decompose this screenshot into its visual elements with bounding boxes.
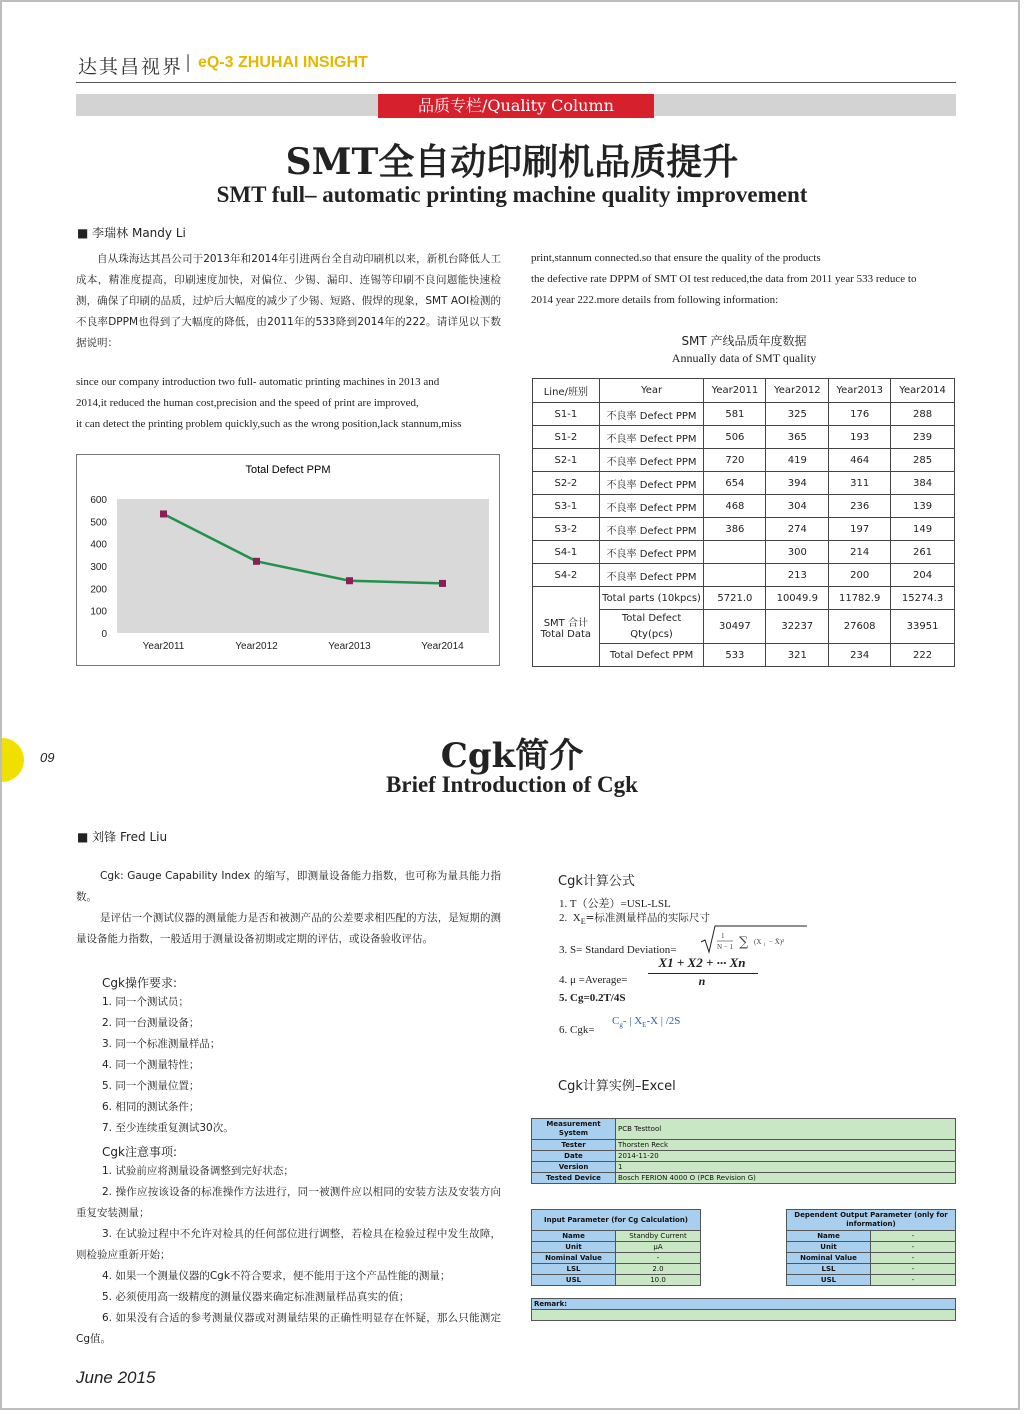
table-row xyxy=(533,426,955,449)
excel-section-title: Dependent Output Parameter (only for information) xyxy=(787,1210,956,1231)
cell-metric: 不良率 Defect PPM xyxy=(599,449,704,472)
y-tick-label: 500 xyxy=(90,517,107,529)
data-point xyxy=(439,580,446,587)
article1-title-cn: SMT全自动印刷机品质提升 xyxy=(285,141,739,183)
y-tick-label: 600 xyxy=(90,495,107,506)
table-header-row xyxy=(533,379,955,403)
cell-value: 311 xyxy=(829,472,891,495)
column-tag: 品质专栏/Quality Column xyxy=(378,94,654,118)
smt-quality-table xyxy=(532,378,955,667)
x-tick-label: Year2013 xyxy=(328,641,371,652)
excel-value: 2014-11-20 xyxy=(616,1151,956,1162)
cell-value: 464 xyxy=(829,449,891,472)
article2-title-en: Brief Introduction of Cgk xyxy=(386,772,638,797)
excel-value: - xyxy=(871,1231,956,1242)
cell-value: 11782.9 xyxy=(829,587,891,610)
en-line: it can detect the printing problem quickly,such as the wrong position,lack stannum,miss xyxy=(76,418,462,430)
excel-remark-table xyxy=(531,1298,956,1321)
formula-num: 2. xyxy=(559,912,568,924)
formula-3: 3. S= Standard Deviation= xyxy=(559,944,677,956)
average-numerator: X1 + X2 + ··· Xn xyxy=(658,955,746,970)
table-row xyxy=(532,1253,701,1264)
excel-title: Cgk计算实例–Excel xyxy=(558,1079,676,1094)
excel-info-table xyxy=(531,1118,956,1184)
cell-value: 27608 xyxy=(829,610,891,644)
excel-value: Thorsten Reck xyxy=(616,1140,956,1151)
cell-value: 384 xyxy=(891,472,955,495)
table-row xyxy=(787,1275,956,1286)
header-separator: | xyxy=(185,52,192,73)
table-row xyxy=(787,1210,956,1231)
cell-value: 30497 xyxy=(704,610,766,644)
excel-value: Bosch FERION 4000 O (PCB Revision G) xyxy=(616,1173,956,1184)
cell-metric: 不良率 Defect PPM xyxy=(599,403,704,426)
cell-value: 304 xyxy=(766,495,829,518)
req-title: Cgk操作要求: xyxy=(102,976,177,990)
excel-value: - xyxy=(616,1253,701,1264)
y-tick-label: 200 xyxy=(90,584,107,596)
cell-line: S2-2 xyxy=(533,472,600,495)
formula-symbol: - | X xyxy=(622,1015,643,1027)
table-row xyxy=(532,1151,956,1162)
article1-para-en-left xyxy=(76,372,501,435)
data-point xyxy=(253,558,260,565)
cell-value: 533 xyxy=(704,644,766,667)
svg-text:N − 1: N − 1 xyxy=(717,943,734,951)
table-row xyxy=(532,1173,956,1184)
article2-author: ■ 刘锋 Fred Liu xyxy=(77,828,167,845)
cell-metric: 不良率 Defect PPM xyxy=(599,472,704,495)
svg-text:i: i xyxy=(764,943,766,948)
defect-chart xyxy=(76,454,500,666)
formula-title: Cgk计算公式 xyxy=(558,874,635,889)
cell-line: S1-2 xyxy=(533,426,600,449)
x-tick-label: Year2014 xyxy=(421,641,464,652)
header-rule xyxy=(76,82,956,83)
cell-metric: 不良率 Defect PPM xyxy=(599,518,704,541)
cell-metric: 不良率 Defect PPM xyxy=(599,426,704,449)
list-item: 3. 同一个标准测量样品； xyxy=(102,1038,221,1050)
table-row xyxy=(532,1264,701,1275)
y-tick-label: 100 xyxy=(90,606,107,618)
article1-para-cn: 自从珠海达其昌公司于2013年和2014年引进两台全自动印刷机以来，新机台降低人工成本，精准度提高，印刷速度加快，对偏位、少锡、漏印、连锡等印刷不良问题能快速检测，确保了印刷的品质，过炉后大幅度的减少了少锡、短路、假焊的现象，SMT AOI检测的不良率DPPM也得到了大幅度的降低，由2011年的533降到2014年的222。请详见以下数据说明： xyxy=(76,253,501,349)
formula-1: 1. T（公差）=USL-LSL xyxy=(559,898,671,910)
cell-value: 261 xyxy=(891,541,955,564)
formula-5: 5. Cg=0.2T/4S xyxy=(559,992,626,1004)
article2-title-cn: Cgk简介 xyxy=(440,736,584,776)
excel-key: Unit xyxy=(787,1242,871,1253)
cell-value: 654 xyxy=(704,472,766,495)
excel-remark-label: Remark: xyxy=(532,1299,956,1310)
footer-date: June 2015 xyxy=(76,1368,156,1387)
table-row xyxy=(532,1210,701,1231)
table-row xyxy=(532,1299,956,1310)
excel-key: Nominal Value xyxy=(787,1253,871,1264)
formula-4: 4. μ =Average= xyxy=(559,974,628,986)
cell-value xyxy=(704,541,766,564)
y-tick-label: 300 xyxy=(90,562,107,573)
cell-value: 176 xyxy=(829,403,891,426)
excel-input-table xyxy=(531,1209,701,1286)
formula-sub: E xyxy=(642,1021,647,1030)
list-item: 6. 相同的测试条件； xyxy=(102,1101,200,1113)
cell-value: 149 xyxy=(891,518,955,541)
svg-text:(X: (X xyxy=(754,938,762,946)
data-point xyxy=(160,510,167,517)
table-row xyxy=(532,1275,701,1286)
excel-key: LSL xyxy=(787,1264,871,1275)
table-row xyxy=(787,1231,956,1242)
en-line: print,stannum connected.so that ensure the quality of the products xyxy=(531,252,821,264)
cell-value: 468 xyxy=(704,495,766,518)
cell-value: 720 xyxy=(704,449,766,472)
excel-value: μA xyxy=(616,1242,701,1253)
excel-key: Version xyxy=(532,1162,616,1173)
table-row xyxy=(532,1119,956,1140)
total-label-en: Total Data xyxy=(540,628,592,640)
brand-en: eQ-3 ZHUHAI INSIGHT xyxy=(198,54,368,71)
cell-value: 214 xyxy=(829,541,891,564)
table-row xyxy=(533,564,955,587)
cell-line: S4-1 xyxy=(533,541,600,564)
total-label-cn: SMT 合计 xyxy=(543,617,588,629)
x-tick-label: Year2012 xyxy=(235,641,278,652)
cell-value: 236 xyxy=(829,495,891,518)
chart-svg xyxy=(77,455,499,665)
cgk-formula-rhs xyxy=(612,1015,680,1029)
table-row xyxy=(787,1253,956,1264)
excel-value: Standby Current xyxy=(616,1231,701,1242)
list-item: 2. 操作应按该设备的标准操作方法进行，同一被测件应以相同的安装方法及安装方向重复安装测量； xyxy=(76,1186,501,1219)
cell-value: 234 xyxy=(829,644,891,667)
table-row xyxy=(533,403,955,426)
cell-value: 32237 xyxy=(766,610,829,644)
excel-key: USL xyxy=(787,1275,871,1286)
cell-value: 213 xyxy=(766,564,829,587)
x-tick-label: Year2011 xyxy=(142,641,185,652)
en-line: the defective rate DPPM of SMT OI test reduced,the data from 2011 year 533 reduce to xyxy=(531,273,917,285)
list-item: 4. 同一个测量特性； xyxy=(102,1059,200,1071)
en-line: 2014,it reduced the human cost,precision and the speed of print are improved, xyxy=(76,397,419,409)
cell-value: 300 xyxy=(766,541,829,564)
total-label xyxy=(533,587,600,667)
cell-value: 581 xyxy=(704,403,766,426)
excel-key: Tested Device xyxy=(532,1173,616,1184)
excel-key: Date xyxy=(532,1151,616,1162)
cgk-intro-1: Cgk: Gauge Capability Index 的缩写，即测量设备能力指数，也可称为量具能力指数。 xyxy=(76,870,501,903)
col-header: Year2011 xyxy=(704,379,766,403)
requirements-list xyxy=(102,992,234,1139)
cell-value: 365 xyxy=(766,426,829,449)
svg-text:− X̄)²: − X̄)² xyxy=(769,938,785,946)
formula-sub: E xyxy=(580,917,586,927)
cell-metric: 不良率 Defect PPM xyxy=(599,495,704,518)
excel-key: Unit xyxy=(532,1242,616,1253)
excel-output-table xyxy=(786,1209,956,1286)
cell-value: 15274.3 xyxy=(891,587,955,610)
excel-remark-value xyxy=(532,1310,956,1321)
excel-key: Nominal Value xyxy=(532,1253,616,1264)
formula-symbol: -X xyxy=(646,1015,659,1027)
cell-metric: Total Defect PPM xyxy=(599,644,704,667)
excel-value: - xyxy=(871,1242,956,1253)
average-denominator: n xyxy=(698,974,706,988)
cell-value: 10049.9 xyxy=(766,587,829,610)
excel-section-title: Input Parameter (for Cg Calculation) xyxy=(532,1210,701,1231)
cell-line: S1-1 xyxy=(533,403,600,426)
table-row xyxy=(787,1242,956,1253)
cgk-intro-2: 是评估一个测试仪器的测量能力是否和被测产品的公差要求相匹配的方法，是短期的测量设备能力指数，一般适用于测量设备初期或定期的评估，或设备验收评估。 xyxy=(76,912,501,945)
table-row xyxy=(533,541,955,564)
cell-value: 288 xyxy=(891,403,955,426)
excel-value: 1 xyxy=(616,1162,956,1173)
svg-text:1: 1 xyxy=(721,932,725,940)
excel-value: PCB Testtool xyxy=(616,1119,956,1140)
excel-value: - xyxy=(871,1264,956,1275)
col-header: Year xyxy=(599,379,704,403)
cell-value xyxy=(704,564,766,587)
cell-value: 285 xyxy=(891,449,955,472)
cell-value: 321 xyxy=(766,644,829,667)
svg-text:∑: ∑ xyxy=(739,935,749,950)
formula-symbol: C xyxy=(612,1015,620,1027)
article1-para-en-right xyxy=(531,248,957,311)
cell-metric: Total Defect Qty(pcs) xyxy=(599,610,704,644)
cell-value: 239 xyxy=(891,426,955,449)
notes-list xyxy=(76,1161,501,1350)
total-row xyxy=(533,587,955,610)
cell-line: S3-2 xyxy=(533,518,600,541)
cell-value: 222 xyxy=(891,644,955,667)
cell-value: 33951 xyxy=(891,610,955,644)
en-line: since our company introduction two full- automatic printing machines in 2013 and xyxy=(76,376,440,388)
table-row xyxy=(532,1162,956,1173)
col-header: Line/班别 xyxy=(533,379,600,403)
cell-value: 5721.0 xyxy=(704,587,766,610)
article1-author: ■ 李瑞林 Mandy Li xyxy=(77,224,186,241)
list-item: 1. 试验前应将测量设备调整到完好状态； xyxy=(102,1165,294,1177)
excel-key: Tester xyxy=(532,1140,616,1151)
note-title: Cgk注意事项: xyxy=(102,1145,177,1159)
en-line: 2014 year 222.more details from following information: xyxy=(531,294,779,306)
brand-cn: 达其昌视界 xyxy=(78,56,184,78)
list-item: 6. 如果没有合适的参考测量仪器或对测量结果的正确性明显存在怀疑，那么只能测定Cg值。 xyxy=(76,1312,501,1345)
excel-key: Measurement System xyxy=(532,1119,616,1140)
formula-text: =标准测量样品的实际尺寸 xyxy=(585,912,710,924)
table-row xyxy=(532,1140,956,1151)
table-row xyxy=(533,472,955,495)
col-header: Year2014 xyxy=(891,379,955,403)
cell-value: 200 xyxy=(829,564,891,587)
formula-sub: g xyxy=(619,1021,623,1030)
y-tick-label: 0 xyxy=(101,629,107,640)
formula-6: 6. Cgk= xyxy=(559,1024,595,1036)
excel-key: Name xyxy=(532,1231,616,1242)
cell-metric: 不良率 Defect PPM xyxy=(599,541,704,564)
page-number: 09 xyxy=(40,750,55,765)
table-row xyxy=(532,1231,701,1242)
table-row xyxy=(532,1242,701,1253)
cell-line: S2-1 xyxy=(533,449,600,472)
list-item: 4. 如果一个测量仪器的Cgk不符合要求，便不能用于这个产品性能的测量； xyxy=(102,1270,451,1282)
formula-symbol: | /2S xyxy=(658,1015,681,1027)
list-item: 5. 同一个测量位置； xyxy=(102,1080,200,1092)
article1-title-en: SMT full– automatic printing machine quality improvement xyxy=(216,182,808,207)
cell-value: 274 xyxy=(766,518,829,541)
excel-value: 10.0 xyxy=(616,1275,701,1286)
excel-key: Name xyxy=(787,1231,871,1242)
y-tick-label: 400 xyxy=(90,539,107,551)
table-row xyxy=(533,449,955,472)
list-item: 3. 在试验过程中不允许对检具的任何部位进行调整，若检具在检验过程中发生故障，则检验应重新开始； xyxy=(76,1228,501,1261)
table-title-cn: SMT 产线品质年度数据 xyxy=(681,334,807,348)
table-row xyxy=(532,1310,956,1321)
cell-value: 197 xyxy=(829,518,891,541)
formula-2 xyxy=(559,910,710,926)
cell-value: 394 xyxy=(766,472,829,495)
excel-value: - xyxy=(871,1253,956,1264)
table-row xyxy=(533,518,955,541)
table-title-en: Annually data of SMT quality xyxy=(671,351,817,365)
list-item: 1. 同一个测试员； xyxy=(102,996,189,1008)
data-point xyxy=(346,577,353,584)
table-row xyxy=(787,1264,956,1275)
cell-metric: 不良率 Defect PPM xyxy=(599,564,704,587)
cell-value: 193 xyxy=(829,426,891,449)
cell-value: 139 xyxy=(891,495,955,518)
chart-title: Total Defect PPM xyxy=(245,464,331,476)
cell-value: 386 xyxy=(704,518,766,541)
cell-metric: Total parts (10kpcs) xyxy=(599,587,704,610)
excel-value: 2.0 xyxy=(616,1264,701,1275)
list-item: 2. 同一台测量设备； xyxy=(102,1017,200,1029)
formula-symbol: X xyxy=(572,912,581,924)
excel-key: LSL xyxy=(532,1264,616,1275)
list-item: 7. 至少连续重复测试30次。 xyxy=(102,1122,234,1134)
cell-value: 506 xyxy=(704,426,766,449)
table-row xyxy=(533,495,955,518)
list-item: 5. 必须使用高一级精度的测量仪器来确定标准测量样品真实的值； xyxy=(102,1291,410,1303)
col-header: Year2012 xyxy=(766,379,829,403)
cell-value: 419 xyxy=(766,449,829,472)
excel-key: USL xyxy=(532,1275,616,1286)
excel-value: - xyxy=(871,1275,956,1286)
col-header: Year2013 xyxy=(829,379,891,403)
cell-value: 204 xyxy=(891,564,955,587)
cell-line: S3-1 xyxy=(533,495,600,518)
std-dev-formula-graphic xyxy=(699,924,809,954)
cell-value: 325 xyxy=(766,403,829,426)
cell-line: S4-2 xyxy=(533,564,600,587)
